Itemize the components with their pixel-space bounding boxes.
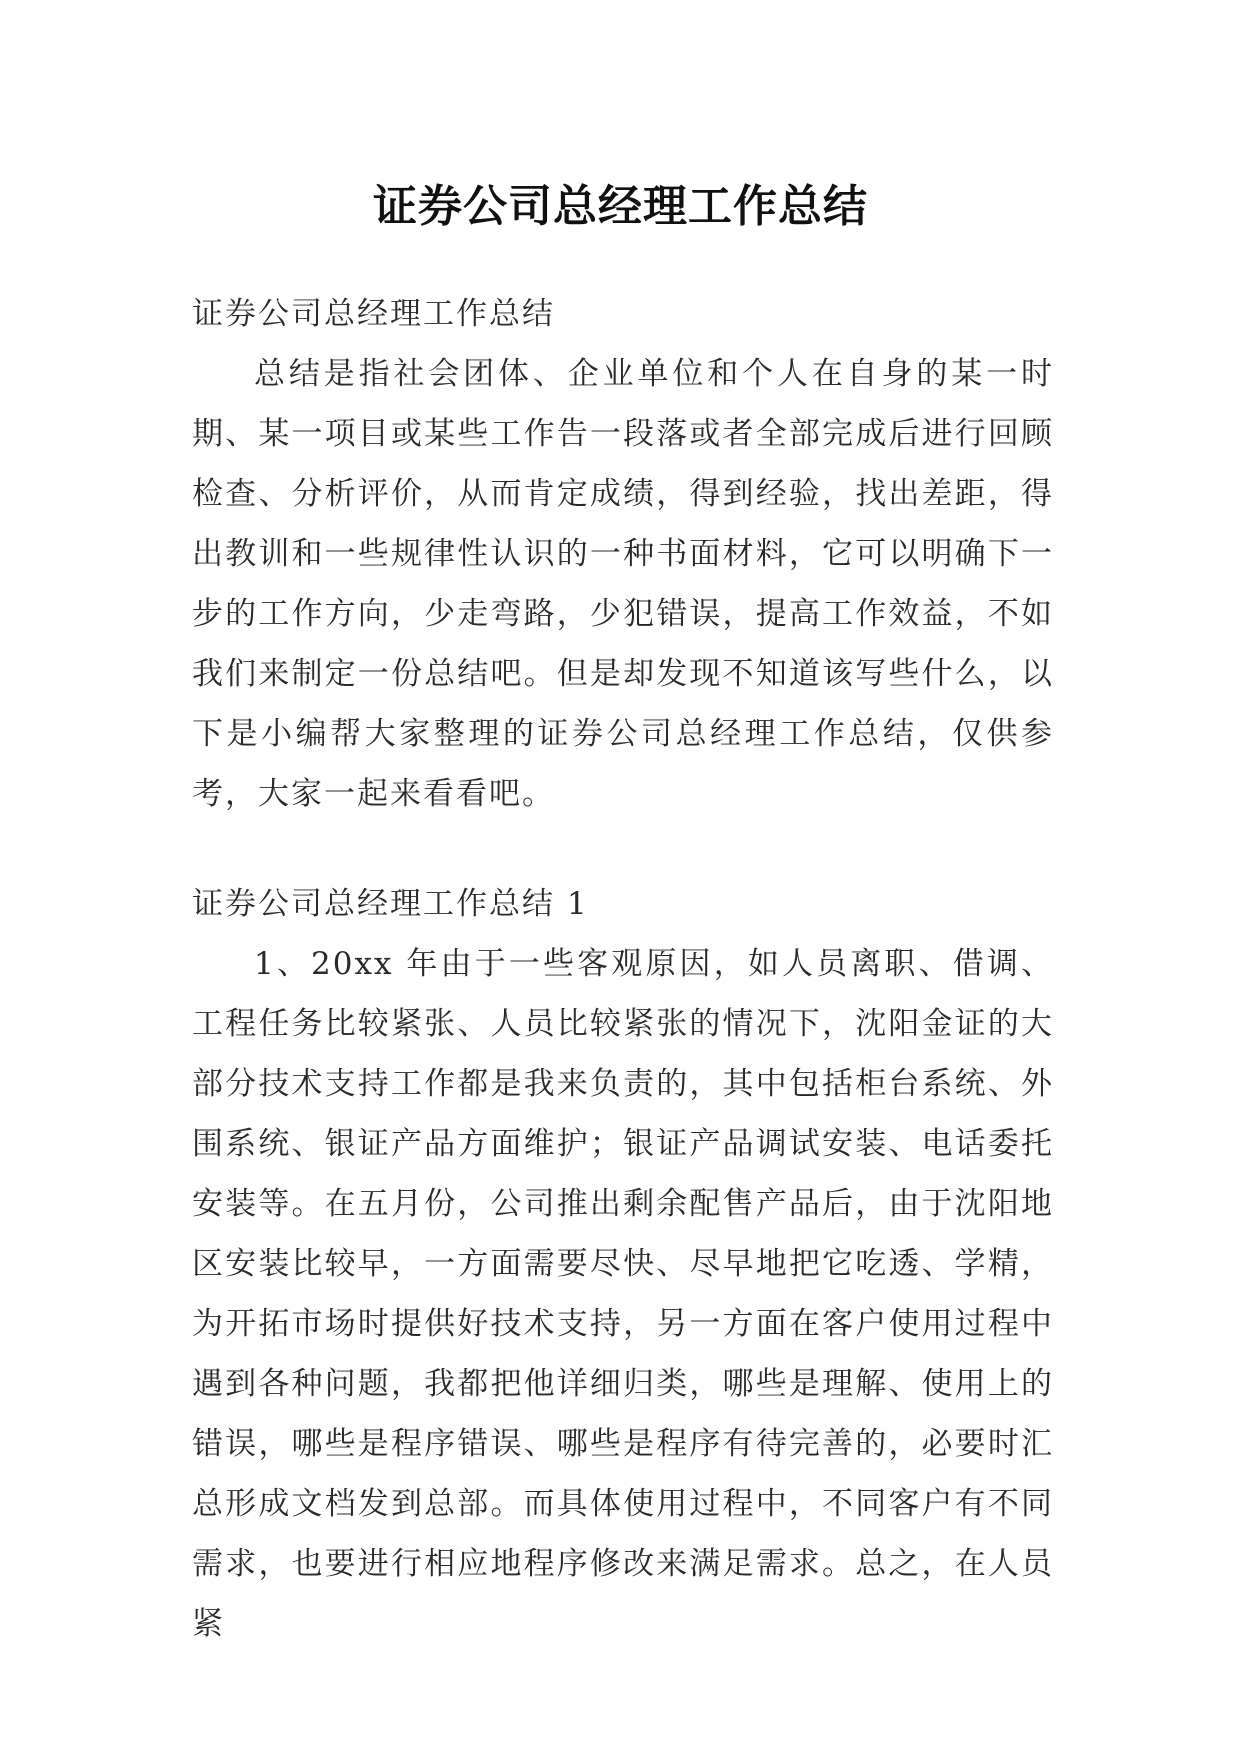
section-1-paragraph: 1、20xx 年由于一些客观原因，如人员离职、借调、工程任务比较紧张、人员比较紧张的情况下，沈阳金证的大部分技术支持工作都是我来负责的，其中包括柜台系统、外围系统、银证产品方面维护；银证产品调试安装、电话委托安装等。在五月份，公司推出剩余配售产品后，由于沈阳地区安装比较早，一方面需要尽快、尽早地把它吃透、学精，为开拓市场时提供好技术支持，另一方面在客户使用过程中遇到各种问题，我都把他详细归类，哪些是理解、使用上的错误，哪些是程序错误、哪些是程序有待完善的，必要时汇总形成文档发到总部。而具体使用过程中，不同客户有不同需求，也要进行相应地程序修改来满足需求。总之，在人员紧: [192, 946, 1054, 1642]
section-1: [192, 874, 1054, 1654]
section-1-heading: 证券公司总经理工作总结 1: [192, 886, 589, 922]
intro-paragraph: 总结是指社会团体、企业单位和个人在自身的某一时期、某一项目或某些工作告一段落或者全部完成后进行回顾检查、分析评价，从而肯定成绩，得到经验，找出差距，得出教训和一些规律性认识的一种书面材料，它可以明确下一步的工作方向，少走弯路，少犯错误，提高工作效益，不如我们来制定一份总结吧。但是却发现不知道该写些什么，以下是小编帮大家整理的证券公司总经理工作总结，仅供参考，大家一起来看看吧。: [192, 356, 1054, 812]
intro-section: [192, 284, 1054, 824]
intro-heading: 证券公司总经理工作总结: [192, 296, 555, 332]
document-title: 证券公司总经理工作总结: [373, 181, 868, 233]
